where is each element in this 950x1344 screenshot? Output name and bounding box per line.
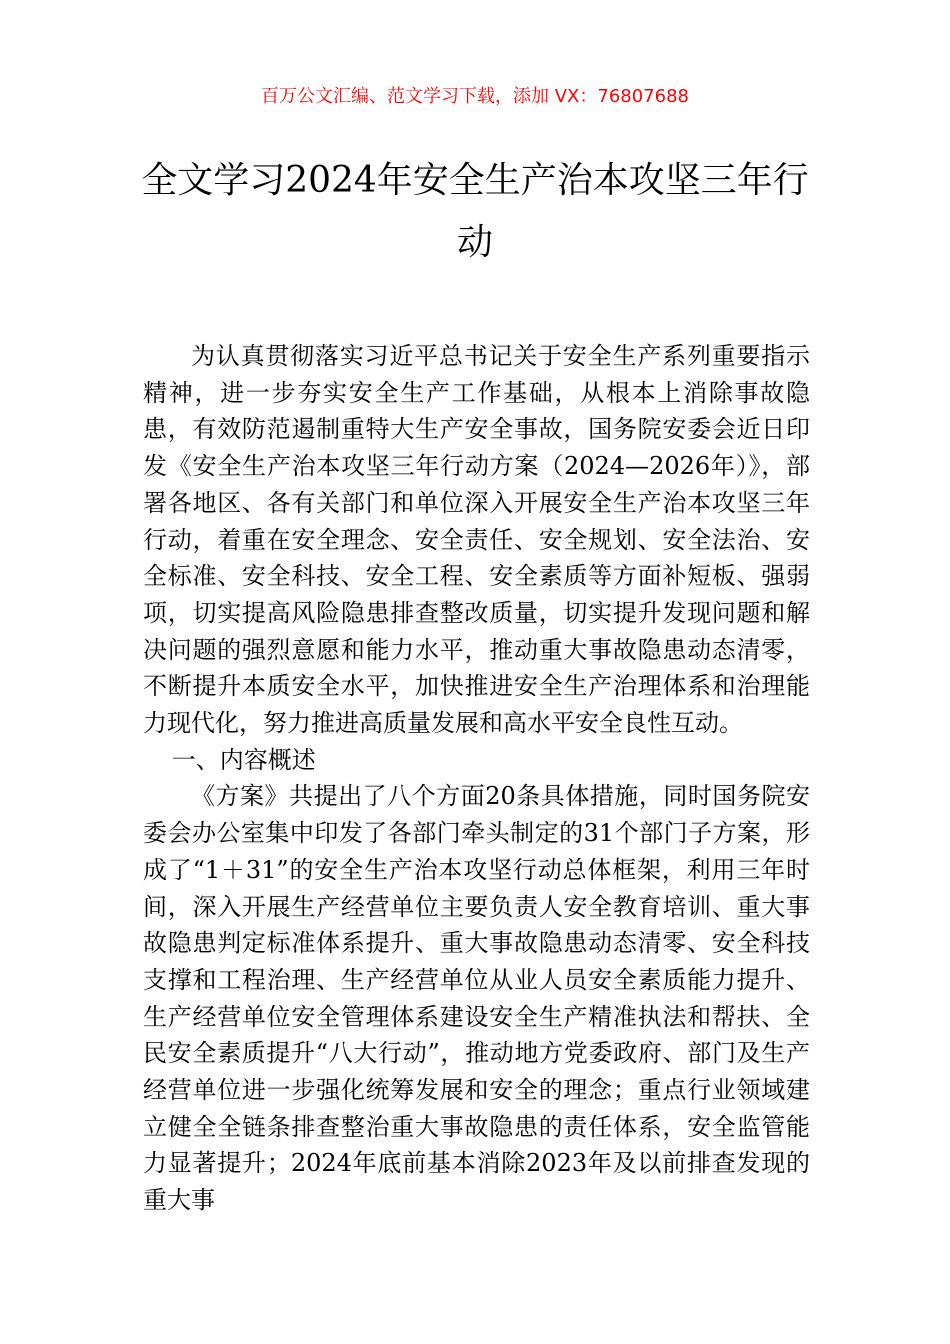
header-banner: 百万公文汇编、范文学习下载，添加 VX：76807688 xyxy=(261,86,689,107)
section-paragraph: 《方案》共提出了八个方面20条具体措施，同时国务院安委会办公室集中印发了各部门牵头制定的31个部门子方案，形成了“1＋31”的安全生产治本攻坚行动总体框架，利用三年时间，深入开展生产经营单位主要负责人安全教育培训、重大事故隐患判定标准体系提升、重大事故隐患动态清零、安全科技支撑和工程治理、生产经营单位从业人员安全素质能力提升、生产经营单位安全管理体系建设安全生产精准执法和帮扶、全民安全素质提升“八大行动”，推动地方党委政府、部门及生产经营单位进一步强化统筹发展和安全的理念；重点行业领域建立健全全链条排查整治重大事故隐患的责任体系，安全监管能力显著提升；2024年底前基本消除2023年及以前排查发现的重大事 xyxy=(143,782,810,1215)
document-body xyxy=(143,338,810,1219)
document-title: 全文学习2024年安全生产治本攻坚三年行动 xyxy=(141,160,809,263)
section-heading: 一、内容概述 xyxy=(171,745,316,774)
intro-paragraph: 为认真贯彻落实习近平总书记关于安全生产系列重要指示精神，进一步夯实安全生产工作基础，从根本上消除事故隐患，有效防范遏制重特大生产安全事故，国务院安委会近日印发《安全生产治本攻坚三年行动方案（2024—2026年）》，部署各地区、各有关部门和单位深入开展安全生产治本攻坚三年行动，着重在安全理念、安全责任、安全规划、安全法治、安全标准、安全科技、安全工程、安全素质等方面补短板、强弱项，切实提高风险隐患排查整改质量，切实提升发现问题和解决问题的强烈意愿和能力水平，推动重大事故隐患动态清零，不断提升本质安全水平，加快推进安全生产治理体系和治理能力现代化，努力推进高质量发展和高水平安全良性互动。 xyxy=(143,342,810,738)
